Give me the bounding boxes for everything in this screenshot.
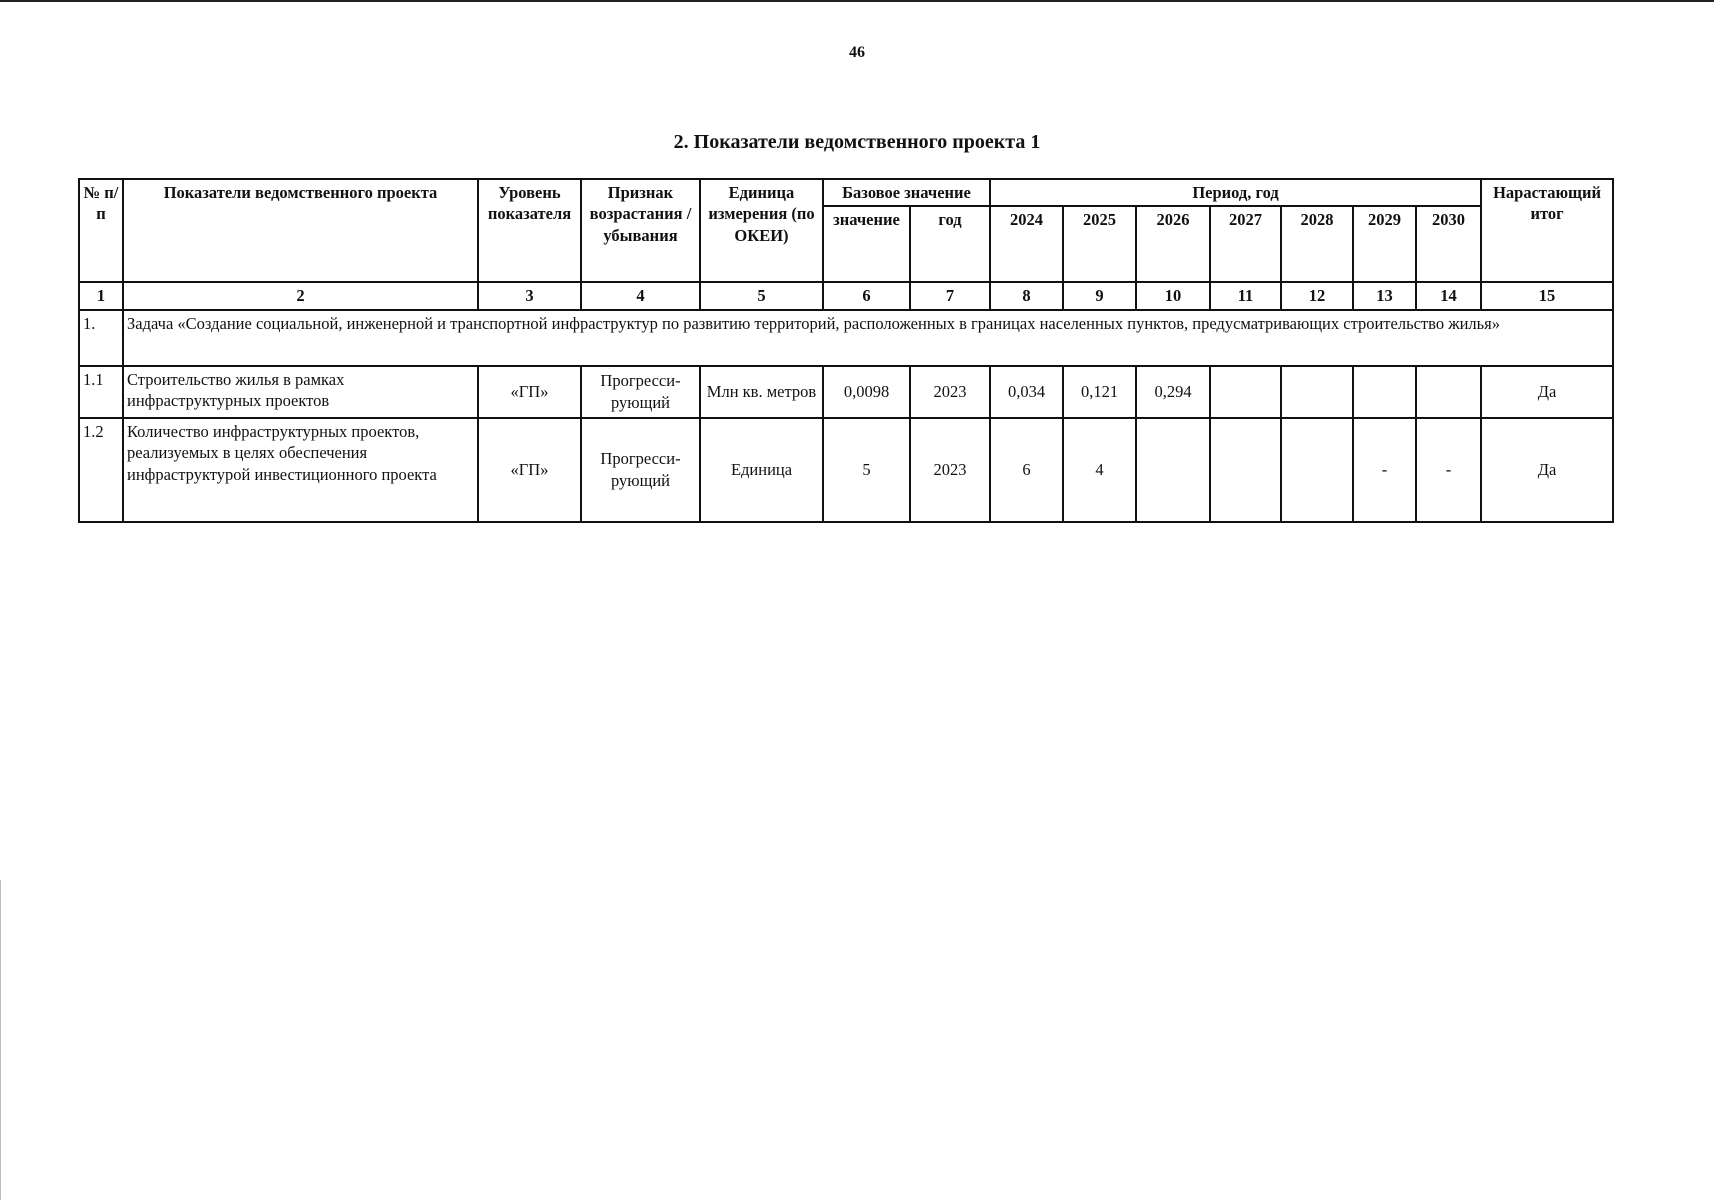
row-unit: Млн кв. метров	[700, 366, 823, 418]
header-level: Уровень показателя	[478, 179, 581, 282]
header-unit: Единица измерения (по ОКЕИ)	[700, 179, 823, 282]
header-year: 2029	[1353, 206, 1416, 282]
row-year-value: 0,294	[1136, 366, 1210, 418]
row-base-value: 5	[823, 418, 910, 522]
row-year-value	[1353, 366, 1416, 418]
column-number: 14	[1416, 282, 1481, 309]
table-row	[79, 366, 1613, 418]
column-number: 10	[1136, 282, 1210, 309]
column-number: 6	[823, 282, 910, 309]
row-number: 1.1	[79, 366, 123, 418]
task-text: Задача «Создание социальной, инженерной и транспортной инфраструктур по развитию территорий, расположенных в границах населенных пунктов, предусматривающих строительство жилья»	[123, 310, 1613, 366]
column-number: 7	[910, 282, 990, 309]
column-number: 13	[1353, 282, 1416, 309]
task-row	[79, 310, 1613, 366]
row-year-value	[1136, 418, 1210, 522]
row-base-year: 2023	[910, 418, 990, 522]
header-year: 2026	[1136, 206, 1210, 282]
row-year-value	[1210, 418, 1281, 522]
column-number: 8	[990, 282, 1063, 309]
row-indicator: Строительство жилья в рамках инфраструктурных проектов	[123, 366, 478, 418]
row-level: «ГП»	[478, 418, 581, 522]
row-year-value	[1416, 366, 1481, 418]
header-year: 2024	[990, 206, 1063, 282]
table-row	[79, 418, 1613, 522]
header-row-1	[79, 179, 1613, 206]
row-year-value: 0,121	[1063, 366, 1136, 418]
header-indicator: Показатели ведомственного проекта	[123, 179, 478, 282]
header-base-value: значение	[823, 206, 910, 282]
header-num: № п/п	[79, 179, 123, 282]
indicators-table	[78, 178, 1614, 523]
row-base-value: 0,0098	[823, 366, 910, 418]
row-cumulative: Да	[1481, 418, 1613, 522]
header-cumulative: Нарастающий итог	[1481, 179, 1613, 282]
row-year-value: 6	[990, 418, 1063, 522]
row-sign: Прогресси-рующий	[581, 366, 700, 418]
header-base-year: год	[910, 206, 990, 282]
header-period-group: Период, год	[990, 179, 1481, 206]
column-number: 12	[1281, 282, 1353, 309]
row-year-value	[1281, 366, 1353, 418]
column-number: 4	[581, 282, 700, 309]
row-indicator: Количество инфраструктурных проектов, реализуемых в целях обеспечения инфраструктурой инвестиционного проекта	[123, 418, 478, 522]
header-year: 2027	[1210, 206, 1281, 282]
task-number: 1.	[79, 310, 123, 366]
row-unit: Единица	[700, 418, 823, 522]
row-year-value: 0,034	[990, 366, 1063, 418]
page-number: 46	[849, 44, 865, 61]
scan-edge-top	[0, 0, 1714, 2]
column-number: 9	[1063, 282, 1136, 309]
scan-edge-left	[0, 880, 1, 1200]
row-sign: Прогресси-рующий	[581, 418, 700, 522]
column-number: 15	[1481, 282, 1613, 309]
row-year-value: 4	[1063, 418, 1136, 522]
row-number: 1.2	[79, 418, 123, 522]
header-year: 2025	[1063, 206, 1136, 282]
header-base-group: Базовое значение	[823, 179, 990, 206]
row-cumulative: Да	[1481, 366, 1613, 418]
row-year-value	[1210, 366, 1281, 418]
header-sign: Признак возрастания / убывания	[581, 179, 700, 282]
row-year-value	[1281, 418, 1353, 522]
column-number: 11	[1210, 282, 1281, 309]
row-year-value: -	[1416, 418, 1481, 522]
header-year: 2030	[1416, 206, 1481, 282]
row-level: «ГП»	[478, 366, 581, 418]
column-number: 2	[123, 282, 478, 309]
row-base-year: 2023	[910, 366, 990, 418]
column-number: 5	[700, 282, 823, 309]
column-number-row	[79, 282, 1613, 309]
header-year: 2028	[1281, 206, 1353, 282]
document-title: 2. Показатели ведомственного проекта 1	[673, 131, 1041, 153]
column-number: 1	[79, 282, 123, 309]
row-year-value: -	[1353, 418, 1416, 522]
column-number: 3	[478, 282, 581, 309]
